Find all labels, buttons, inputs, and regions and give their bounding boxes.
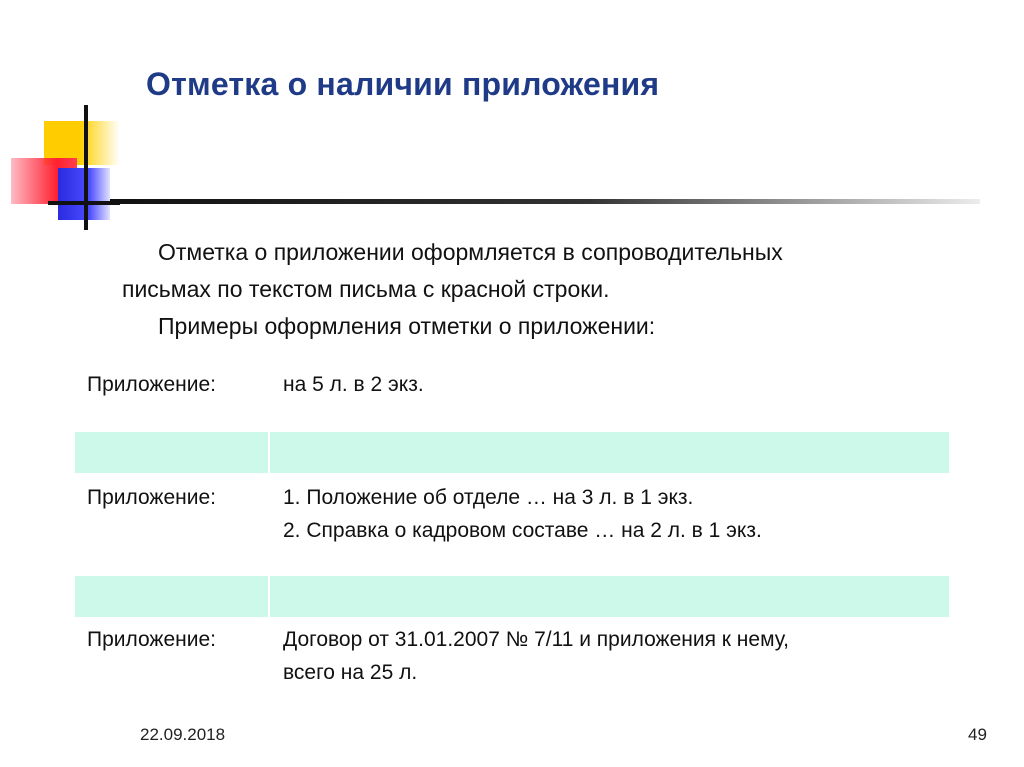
example-label: Приложение: <box>87 628 217 651</box>
list-item: 1. Положение об отделе … на 3 л. в 1 экз. <box>283 486 694 509</box>
intro-text <box>122 234 942 345</box>
band-divider <box>268 432 270 473</box>
intro-line-3: Примеры оформления отметки о приложении: <box>158 313 656 339</box>
slide-title: Отметка о наличии приложения <box>146 66 660 102</box>
decorative-logo <box>0 100 200 230</box>
intro-line-1: Отметка о приложении оформляется в сопроводительных <box>158 239 783 265</box>
footer-date: 22.09.2018 <box>140 725 226 744</box>
intro-line-2: письмах по текстом письма с красной строки. <box>122 276 610 302</box>
page-number: 49 <box>968 725 987 744</box>
example-label: Приложение: <box>87 486 217 509</box>
example-value <box>283 623 943 689</box>
example-value-line-1: Договор от 31.01.2007 № 7/11 и приложения к нему, <box>283 628 789 651</box>
separator-band-1 <box>75 432 949 473</box>
example-value: на 5 л. в 2 экз. <box>283 373 424 396</box>
logo-vertical-line <box>84 105 88 230</box>
band-divider <box>268 576 270 617</box>
separator-band-2 <box>75 576 949 617</box>
example-value-line-2: всего на 25 л. <box>283 661 418 684</box>
example-label: Приложение: <box>87 373 217 396</box>
example-attachments-list <box>283 481 943 547</box>
list-item: 2. Справка о кадровом составе … на 2 л. в 1 экз. <box>283 519 762 542</box>
title-divider <box>110 199 980 204</box>
